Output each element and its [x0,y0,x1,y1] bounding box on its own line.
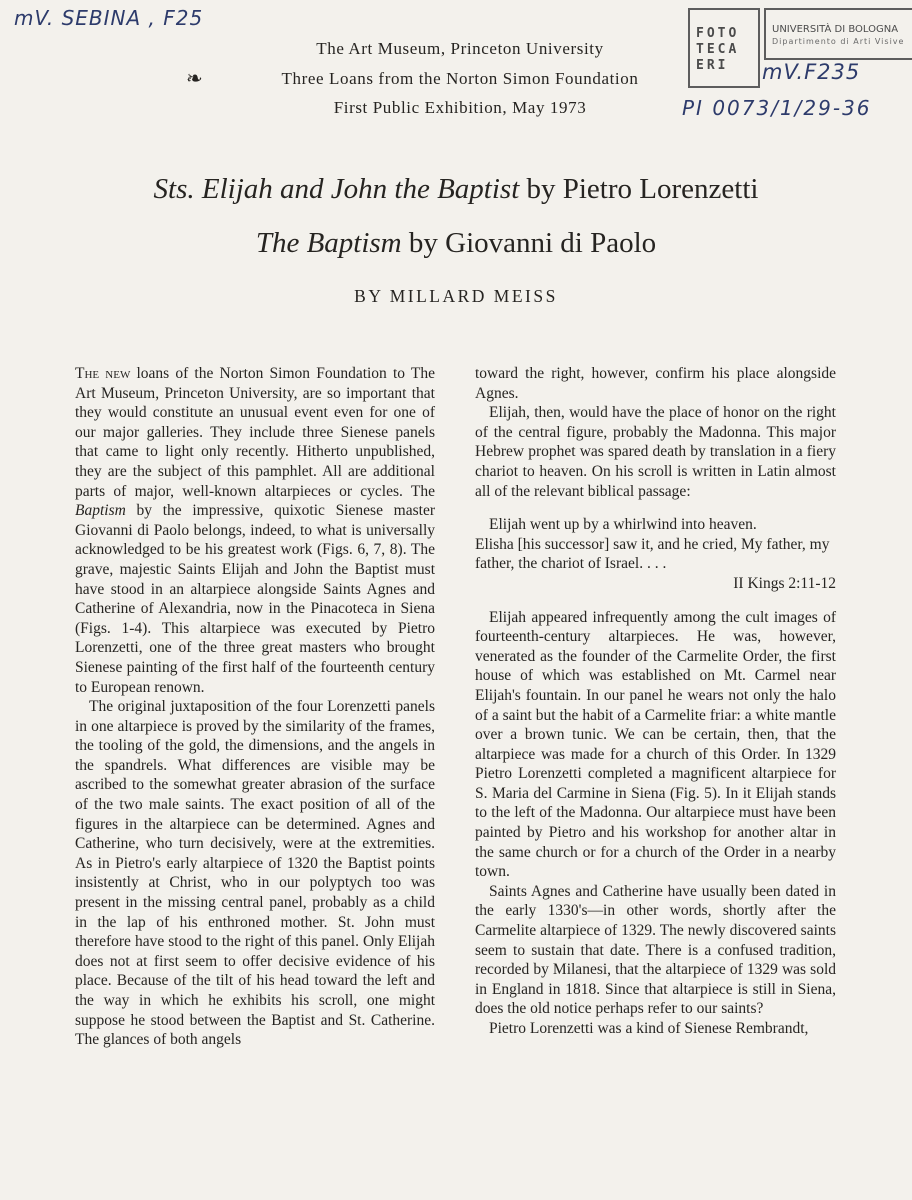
stamp-line: TECA [696,42,740,57]
title-italic: Sts. Elijah and John the Baptist [153,173,520,205]
left-column [75,364,435,1050]
title-line-2 [0,216,912,270]
header [190,34,730,123]
stamp-subtitle: Dipartimento di Arti Visive [772,37,905,46]
header-line: First Public Exhibition, May 1973 [333,98,587,117]
handwritten-catalog-note: mV. SEBINA , F25 [14,6,204,30]
stamp-institution: UNIVERSITÀ DI BOLOGNA [772,24,899,35]
quote-reference: II Kings 2:11-12 [733,574,836,592]
quote-line: Elisha [his successor] saw it, and he cried, My father, my father, the chariot of Israel. . . . [475,535,830,573]
stamp-line: ERI [696,58,729,73]
paragraph [75,364,435,697]
right-column [475,364,836,1039]
lead-in: The new [75,365,131,382]
paragraph: Elijah, then, would have the place of honor on the right of the central figure, probably the Madonna. This major Hebrew prophet was spared death by translation in a fiery chariot to heaven. On his scroll is written in Latin almost all of the relevant biblical passage: [475,404,836,500]
handwritten-inventory-note: mV.F235 [762,60,861,84]
paragraph: toward the right, however, confirm his place alongside Agnes. [475,365,836,402]
ornament-icon: ❧ [186,68,203,90]
university-stamp [764,8,912,60]
handwritten-reference-note: PI 0073/1/29-36 [682,96,872,120]
paragraph-text: by the impressive, quixotic Sienese master Giovanni di Paolo belongs, indeed, to what is universally acknowledged to be his greatest work (Figs. 6, 7, 8). The grave, majestic Saints Elijah and John the Baptist must have stood in an altarpiece alongside Saints Agnes and Catherine of Alexandria, now in the Pinacoteca in Siena (Figs. 1-4). This altarpiece was executed by Pietro Lorenzetti, one of the three great masters who brought Sienese painting of the first half of the fourteenth century to European renown. [75,502,435,696]
paragraph: Saints Agnes and Catherine have usually been dated in the early 1330's—in other words, shortly after the Carmelite altarpiece of 1329. The newly discovered saints seem to sustain that date. There is a confused tradition, recorded by Milanesi, that the altarpiece of 1329 was sold in England in 1818. Since that altarpiece is still in Siena, does the old notice perhaps refer to our saints? [475,882,836,1018]
paragraph-text: loans of the Norton Simon Foundation to The Art Museum, Princeton University, are so important that they would constitute an unusual event even for one of our major galleries. They include three Sienese panels that came to light only recently. Hitherto unpublished, they are the subject of this pamphlet. All are additional parts of major, well-known altarpieces or cycles. The [75,365,435,500]
header-line: Three Loans from the Norton Simon Foundation [281,68,639,88]
header-line: The Art Museum, Princeton University [316,39,604,58]
title-rest: by Pietro Lorenzetti [519,173,759,205]
block-quote [475,515,836,593]
paragraph: Pietro Lorenzetti was a kind of Sienese Rembrandt, [489,1020,809,1037]
title-italic: The Baptism [255,227,402,259]
title-rest: by Giovanni di Paolo [401,227,657,259]
byline: BY MILLARD MEISS [354,286,558,306]
paragraph: The original juxtaposition of the four Lorenzetti panels in one altarpiece is proved by the similarity of the frames, the tooling of the gold, the dimensions, and the angels in the spandrels. What differences are visible may be ascribed to the somewhat greater abrasion of the surface of the two male saints. The exact position of all of the figures in the altarpiece can be determined. Agnes and Catherine, who turn decisively, were at the extremities. As in Pietro's early altarpiece of 1320 the Baptist points insistently at Christ, who in our polyptych too was present in the missing central panel, probably as a child in the lap of his enthroned mother. St. John must therefore have stood to the right of this panel. Only Elijah does not at first seem to offer decisive evidence of his place. Because of the tilt of his head toward the left and the way in which he exhibits his scroll, one might suppose he stood between the Baptist and St. Catherine. The glances of both angels [75,698,435,1049]
stamp-line: FOTO [696,26,740,41]
paragraph: Elijah appeared infrequently among the cult images of fourteenth-century altarpieces. He was, however, venerated as the founder of the Carmelite Order, the first house of which was established on Mt. Carmel near Elijah's fountain. In our panel he wears not only the halo of a saint but the habit of a Carmelite friar: a white mantle over a brown tunic. We can be certain, then, that the altarpiece was made for a church of this Order. In 1329 Pietro Lorenzetti completed a magnificent altarpiece for S. Maria del Carmine in Siena (Fig. 5). In it Elijah stands to the left of the Madonna. Our altarpiece must have been painted by Pietro and his workshop for another altar in the same church or for a church of the Order in a nearby town. [475,608,836,881]
page-title [0,162,912,270]
title-line-1 [0,162,912,216]
quote-line: Elijah went up by a whirlwind into heaven. [489,516,757,534]
italic-title: Baptism [75,502,126,520]
